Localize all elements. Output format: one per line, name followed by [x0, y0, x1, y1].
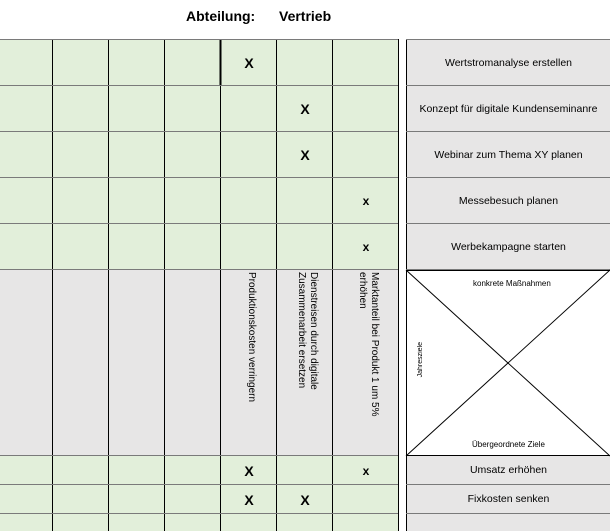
header-department-value: Vertrieb — [279, 8, 332, 24]
diagram-label-left: Jahresziele — [417, 342, 424, 378]
goal-header-area — [0, 270, 398, 456]
mark-row2-col6[interactable]: X — [300, 101, 310, 117]
mark-row4-col7[interactable]: x — [362, 194, 370, 208]
mark-goal1-col7[interactable]: x — [362, 464, 370, 478]
mark-goal1-col5[interactable]: X — [244, 463, 254, 479]
measure-label-4: Messebesuch planen — [458, 194, 559, 207]
top-goal-label-1: Umsatz erhöhen — [469, 464, 548, 476]
mark-row1-col5[interactable]: X — [244, 55, 254, 71]
mark-goal2-col5[interactable]: X — [244, 492, 254, 508]
measure-label-1: Wertstromanalyse erstellen — [444, 56, 573, 69]
annual-goal-2: Dienstreisen durch digitale Zusammenarbeit ersetzen — [296, 272, 319, 390]
measure-label-3: Webinar zum Thema XY planen — [434, 148, 583, 161]
mark-goal2-col6[interactable]: X — [300, 492, 310, 508]
annual-goal-1: Produktionskosten verringern — [246, 272, 257, 403]
measure-label-2: Konzept für digitale Kundenseminanre — [419, 102, 598, 115]
goal-matrix-area — [0, 456, 398, 531]
annual-goal-3: Marktanteil bei Produkt 1 um 5% erhöhen — [357, 272, 380, 417]
mark-row5-col7[interactable]: x — [362, 240, 370, 254]
mark-row3-col6[interactable]: X — [300, 147, 310, 163]
measure-matrix-area — [0, 39, 398, 270]
header-department-label: Abteilung: — [186, 8, 256, 24]
top-goal-label-2: Fixkosten senken — [467, 493, 550, 505]
diagram-label-bottom: Übergeordnete Ziele — [472, 440, 545, 449]
diagram-label-top: konkrete Maßnahmen — [473, 279, 551, 288]
measure-label-5: Werbekampagne starten — [451, 240, 566, 253]
